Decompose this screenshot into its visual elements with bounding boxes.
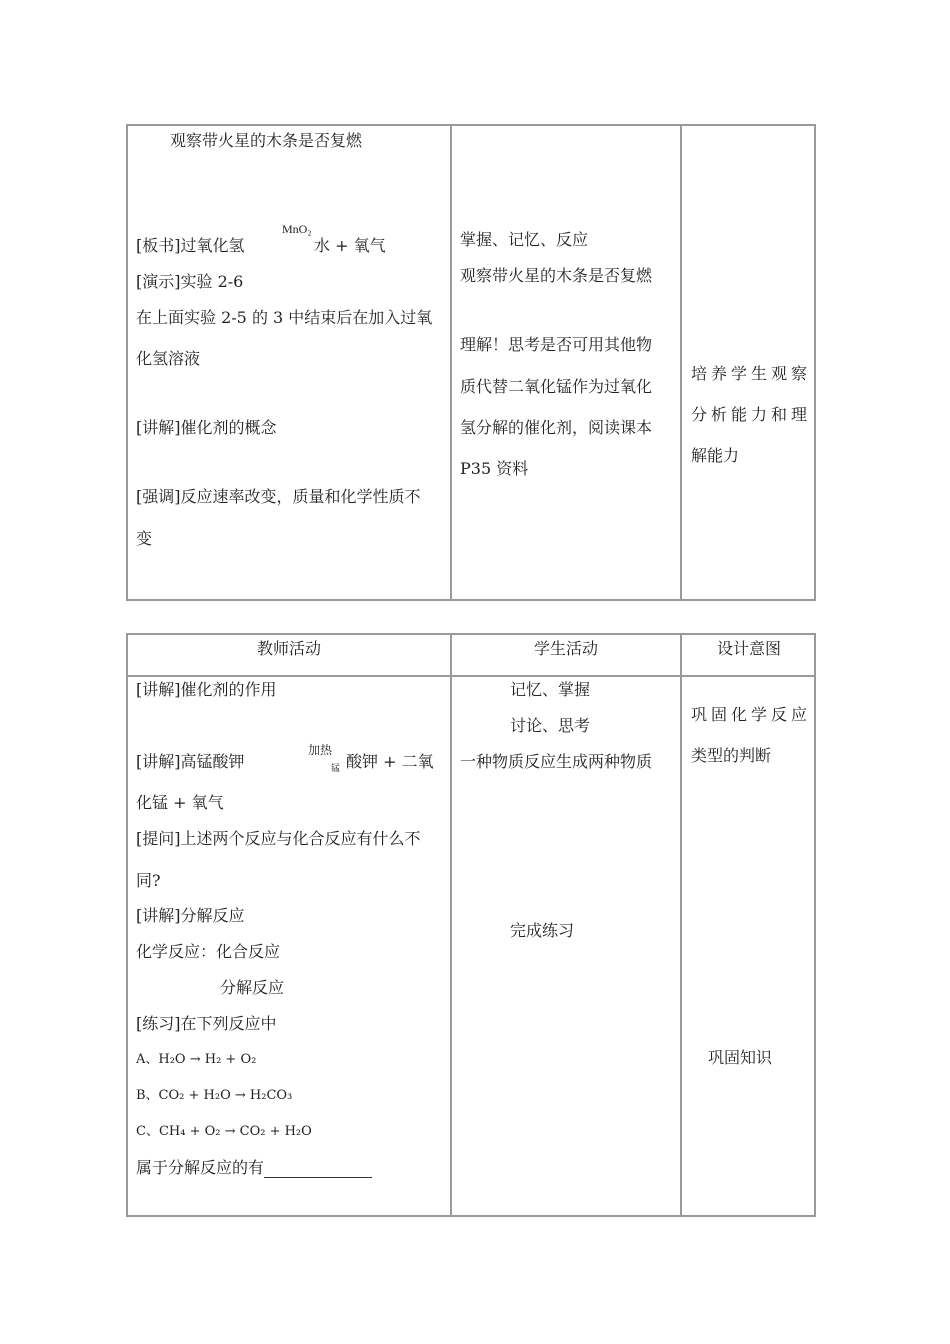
header-student-activity: 学生活动	[533, 639, 598, 658]
intent-text: 巩固化学反应	[691, 705, 812, 724]
answer-blank[interactable]	[264, 1161, 372, 1178]
board-equation-prefix: [板书]过氧化氢	[136, 236, 245, 255]
answer-prompt	[136, 1158, 372, 1178]
observe-text: 观察带火星的木条是否复燃	[460, 266, 653, 285]
kmno4-products: 酸钾 + 二氧	[346, 752, 434, 771]
student-activity-cell	[452, 126, 680, 599]
master-text: 掌握、记忆、反应	[460, 230, 589, 249]
observe-text: 观察带火星的木条是否复燃	[170, 131, 363, 150]
stress-text: [强调]反应速率改变，质量和化学性质不	[136, 487, 421, 506]
remember-text: 记忆、掌握	[510, 680, 591, 699]
teacher-activity-cell	[128, 635, 450, 1215]
intent-text: 解能力	[691, 446, 740, 465]
demo-description-cont: 化氢溶液	[136, 349, 201, 368]
exercise-heading: [练习]在下列反应中	[136, 1014, 277, 1033]
question-text-cont: 同?	[136, 871, 161, 890]
intent-text: 培养学生观察	[691, 364, 812, 383]
demo-description: 在上面实验 2-5 的 3 中结束后在加入过氧	[136, 308, 433, 327]
think-text: 氢分解的催化剂，阅读课本	[460, 418, 653, 437]
catalyst-concept: [讲解]催化剂的概念	[136, 418, 277, 437]
question-text: [提问]上述两个反应与化合反应有什么不	[136, 829, 421, 848]
reaction-types: 化学反应：化合反应	[136, 942, 281, 961]
design-intent-cell	[682, 635, 816, 1215]
table-2	[126, 633, 816, 1217]
think-text: 理解！思考是否可用其他物	[460, 335, 653, 354]
option-c: C、CH₄ + O₂ → CO₂ + H₂O	[136, 1124, 312, 1139]
think-text: 质代替二氧化锰作为过氧化	[460, 377, 653, 396]
student-activity-cell	[452, 635, 680, 1215]
design-intent-cell	[682, 126, 816, 599]
kmno4-prefix: [讲解]高锰酸钾	[136, 752, 245, 771]
demo-heading: [演示]实验 2-6	[136, 272, 244, 291]
answer-prompt-text: 属于分解反应的有	[136, 1158, 265, 1177]
think-text: P35 资料	[460, 459, 529, 478]
intent-text: 分析能力和理	[691, 405, 812, 424]
intent-text: 类型的判断	[691, 746, 772, 765]
heat-label: 加热	[308, 743, 333, 757]
board-equation-products: 水 + 氧气	[314, 236, 386, 255]
table-1	[126, 124, 816, 601]
summary-text: 一种物质反应生成两种物质	[460, 752, 653, 771]
decomposition-heading: [讲解]分解反应	[136, 906, 245, 925]
practice-text: 完成练习	[510, 921, 575, 940]
kmno4-products-cont: 化锰 + 氧气	[136, 793, 224, 812]
intent-text: 巩固知识	[708, 1048, 773, 1067]
reaction-types-cont: 分解反应	[220, 978, 285, 997]
header-design-intent: 设计意图	[716, 639, 781, 658]
teacher-activity-cell	[128, 126, 450, 599]
option-a: A、H₂O → H₂ + O₂	[136, 1052, 257, 1067]
catalyst-role: [讲解]催化剂的作用	[136, 680, 277, 699]
small-character: 锰	[331, 763, 341, 773]
header-teacher-activity: 教师活动	[256, 639, 321, 658]
stress-text-cont: 变	[136, 529, 153, 548]
catalyst-label: MnO₂	[282, 222, 312, 236]
option-b: B、CO₂ + H₂O → H₂CO₃	[136, 1088, 293, 1103]
discuss-text: 讨论、思考	[510, 716, 591, 735]
